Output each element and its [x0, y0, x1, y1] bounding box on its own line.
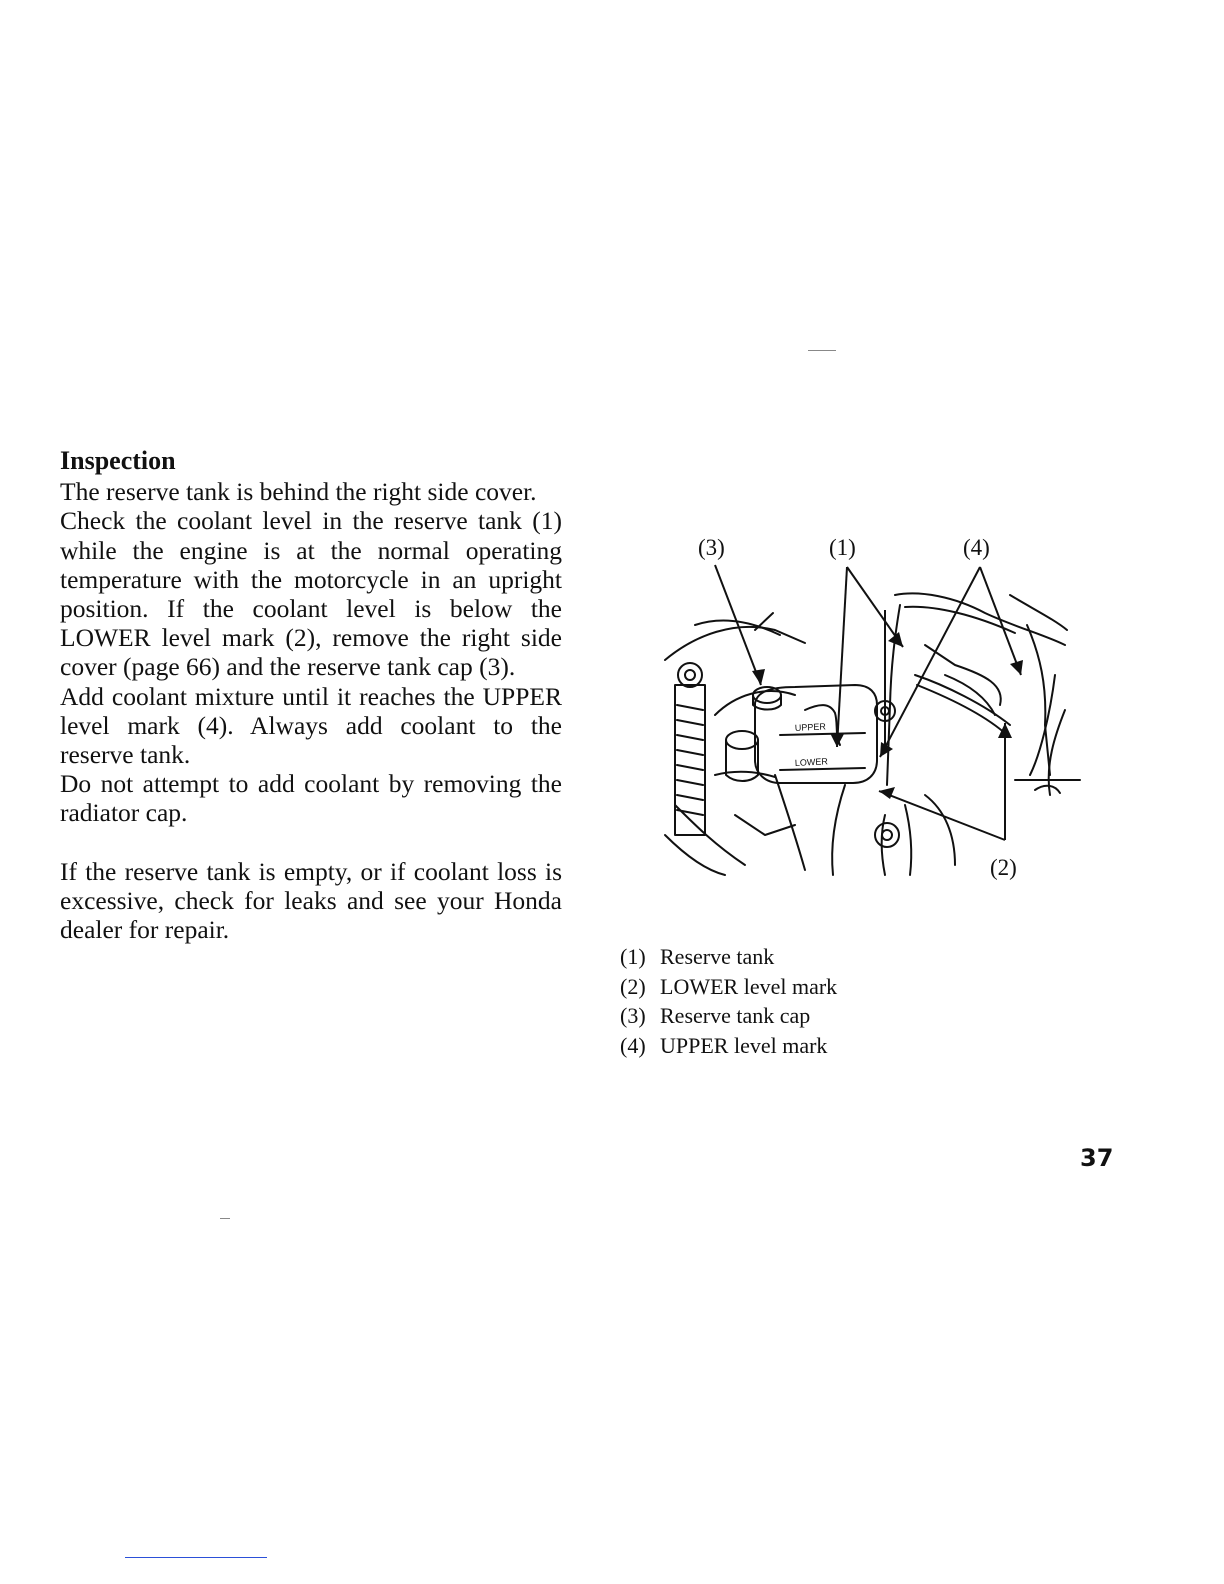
- paragraph-add-coolant: Add coolant mixture until it reaches the UPPER level mark (4). Always add coolant to the reserve tank.: [60, 681, 562, 770]
- page-number: 37: [1080, 1144, 1114, 1172]
- section-heading: Inspection: [60, 446, 176, 475]
- engine-drawing: [655, 535, 1085, 890]
- callout-2: (2): [990, 855, 1017, 880]
- paragraph-radiator-warning: Do not attempt to add coolant by removing the radiator cap.: [60, 769, 562, 828]
- paragraph-location: The reserve tank is behind the right side cover.: [60, 477, 537, 507]
- tank-upper-mark-text: UPPER: [794, 721, 827, 733]
- paragraph-leaks: If the reserve tank is empty, or if coolant loss is excessive, check for leaks and see your Honda dealer for repair.: [60, 856, 562, 945]
- legend-label: Reserve tank cap: [660, 1003, 811, 1028]
- reserve-tank-illustration: [655, 535, 1085, 890]
- legend-label: LOWER level mark: [660, 973, 838, 999]
- scan-artifact: [220, 1218, 230, 1219]
- legend-number: (1): [620, 944, 646, 969]
- scan-artifact: [808, 350, 836, 351]
- callout-1: (1): [829, 535, 856, 560]
- legend-label: UPPER level mark: [660, 1032, 828, 1058]
- legend-label: Reserve tank: [660, 944, 775, 969]
- tank-lower-mark-text: LOWER: [794, 756, 829, 768]
- legend-number: (4): [620, 1032, 646, 1058]
- legend-item: [620, 942, 940, 972]
- legend-number: (3): [620, 1003, 646, 1028]
- legend-item: [620, 972, 940, 1002]
- paragraph-check-level: Check the coolant level in the reserve tank (1) while the engine is at the normal operating temperature with the motorcycle in an upright position. If the coolant level is below the LOWER level mark (2), remove the right side cover (page 66) and the reserve tank cap (3).: [60, 506, 562, 682]
- inspection-section: [60, 446, 562, 944]
- callout-3: (3): [698, 535, 725, 560]
- callout-4: (4): [963, 535, 990, 560]
- legend-item: [620, 1001, 940, 1031]
- legend-item: [620, 1031, 940, 1061]
- legend-number: (2): [620, 973, 646, 999]
- figure-legend: [620, 942, 940, 1060]
- bottom-rule: [125, 1557, 267, 1558]
